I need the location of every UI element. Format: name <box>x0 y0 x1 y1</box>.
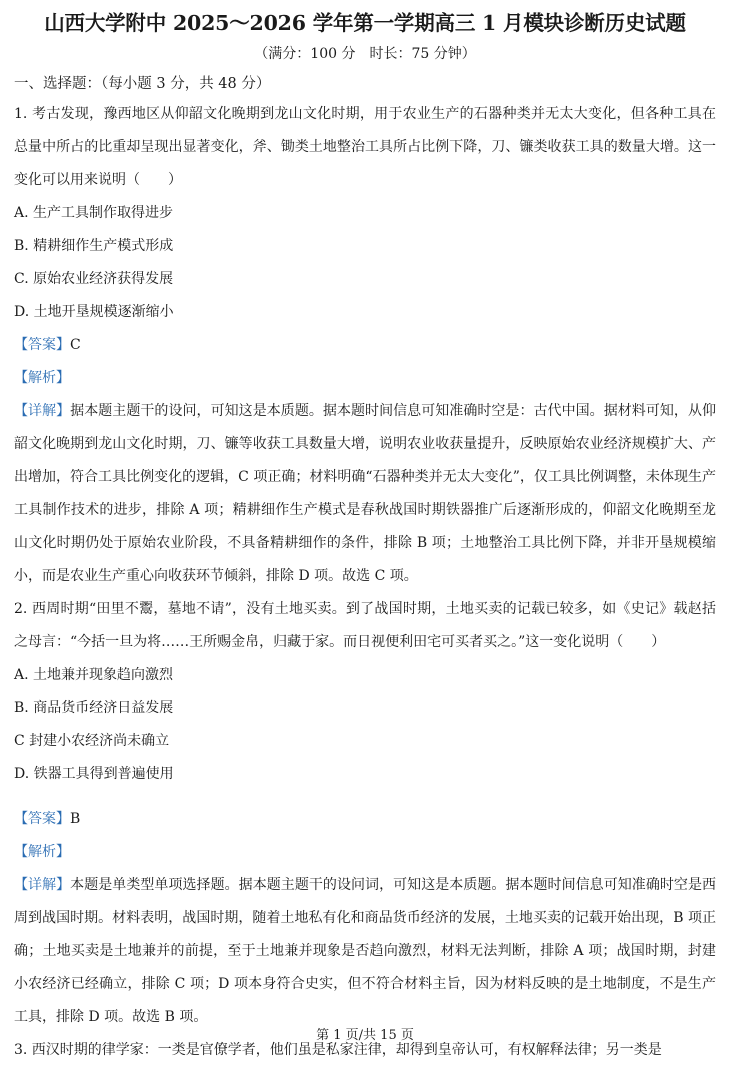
answer-value: C <box>70 337 81 353</box>
question-1-answer <box>14 329 716 362</box>
detail-text: 本题是单类型单项选择题。据本题主题干的设问词，可知这是本质题。据本题时间信息可知准确时空是西周到战国时期。材料表明，战国时期，随着土地私有化和商品货币经济的发展，土地买卖的记载开始出现，B 项正确；土地买卖是土地兼并的前提，至于土地兼并现象是否趋向激烈，材料无法判断，排除 A 项；战国时期，封建小农经济已经确立，排除 C 项；D 项本身符合史实，但不符合材料主旨，因为材料反映的是土地制度，不是生产工具，排除 D 项。故选 B 项。 <box>14 877 717 1025</box>
option-d: D. 铁器工具得到普遍使用 <box>14 766 174 782</box>
option-c: C 封建小农经济尚未确立 <box>14 733 170 749</box>
option-a: A. 土地兼并现象趋向激烈 <box>14 667 174 683</box>
detail-tag: 【详解】 <box>14 403 71 419</box>
option-a: A. 生产工具制作取得进步 <box>14 205 174 221</box>
answer-tag: 【答案】 <box>14 337 70 353</box>
option-b: B. 精耕细作生产模式形成 <box>14 238 174 254</box>
question-1-detail <box>14 395 716 593</box>
exam-title: 山西大学附中 2025～2026 学年第一学期高三 1 月模块诊断历史试题 <box>44 11 686 35</box>
question-1-analysis-tag: 【解析】 <box>14 370 70 386</box>
question-2-answer <box>14 803 716 836</box>
option-c: C. 原始农业经济获得发展 <box>14 271 174 287</box>
detail-tag: 【详解】 <box>14 877 71 893</box>
section-heading: 一、选择题：（每小题 3 分，共 48 分） <box>14 76 271 92</box>
question-2-detail <box>14 869 716 1034</box>
exam-subtitle: （满分：100 分 时长：75 分钟） <box>254 46 476 62</box>
question-1-options <box>14 197 716 329</box>
page-number: 第 1 页/共 15 页 <box>316 1028 414 1043</box>
answer-tag: 【答案】 <box>14 811 70 827</box>
question-2-analysis-tag: 【解析】 <box>14 844 70 860</box>
option-b: B. 商品货币经济日益发展 <box>14 700 174 716</box>
question-1-stem: 1. 考古发现，豫西地区从仰韶文化晚期到龙山文化时期，用于农业生产的石器种类并无太大变化，但各种工具在总量中所占的比重却呈现出显著变化，斧、锄类土地整治工具所占比例下降，刀、镰类收获工具的数量大增。这一变化可以用来说明（ ） <box>14 106 716 188</box>
question-2-stem: 2. 西周时期“田里不鬻，墓地不请”，没有土地买卖。到了战国时期，土地买卖的记载已较多，如《史记》载赵括之母言：“今括一旦为将……王所赐金帛，归藏于家。而日视便利田宅可买者买之。”这一变化说明（ ） <box>14 601 716 650</box>
detail-text: 据本题主题干的设问，可知这是本质题。据本题时间信息可知准确时空是：古代中国。据材料可知，从仰韶文化晚期到龙山文化时期，刀、镰等收获工具数量大增，说明农业收获量提升，反映原始农业经济规模扩大、产出增加，符合工具比例变化的逻辑，C 项正确；材料明确“石器种类并无太大变化”，仅工具比例调整，未体现生产工具制作技术的进步，排除 A 项；精耕细作生产模式是春秋战国时期铁器推广后逐渐形成的，仰韶文化晚期至龙山文化时期仍处于原始农业阶段，不具备精耕细作的条件，排除 B 项；土地整治工具比例下降，并非开垦规模缩小，而是农业生产重心向收获环节倾斜，排除 D 项。故选 C 项。 <box>14 403 717 584</box>
question-2-options <box>14 659 716 791</box>
answer-value: B <box>70 811 81 827</box>
option-d: D. 土地开垦规模逐渐缩小 <box>14 304 174 320</box>
question-3-stem: 3. 西汉时期的律学家：一类是官僚学者，他们虽是私家注律，却得到皇帝认可，有权解释法律；另一类是 <box>14 1042 662 1058</box>
